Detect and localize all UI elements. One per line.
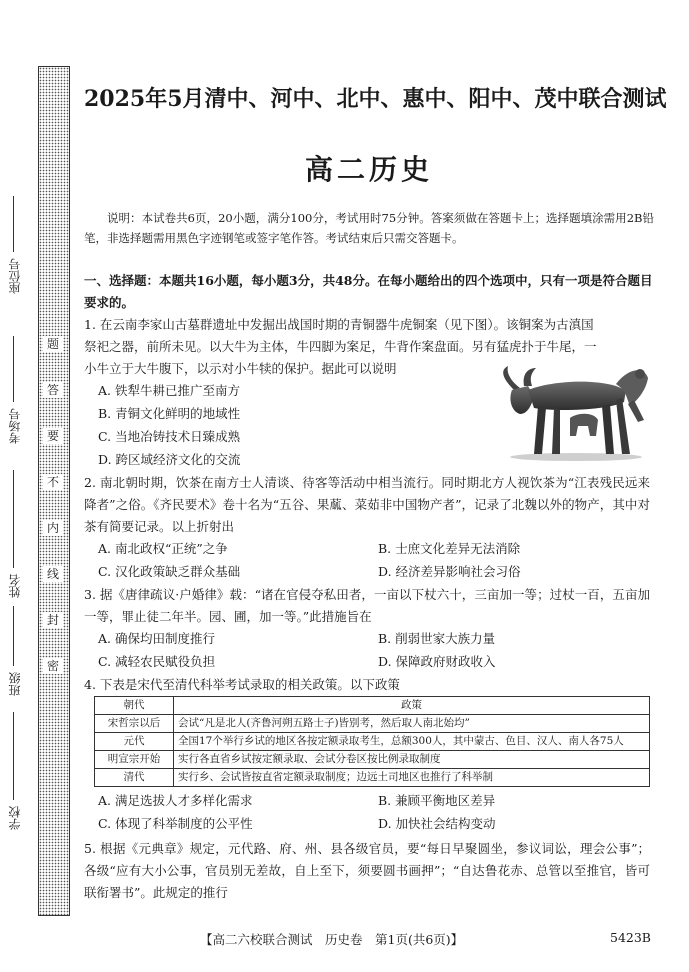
q4-stem: 4. 下表是宋代至清代科举考试录取的相关政策。以下政策 — [84, 677, 400, 692]
table-header-dynasty: 朝代 — [95, 697, 174, 715]
school-field[interactable] — [13, 712, 14, 800]
q1-option-a[interactable]: A. 铁犁牛耕已推广至南方 — [98, 383, 240, 398]
q1-option-d[interactable]: D. 跨区域经济文化的交流 — [98, 452, 241, 467]
table-cell-policy: 全国17个举行乡试的地区各按定额录取考生，总额300人，其中蒙古、色目、汉人、南人各75人 — [174, 733, 650, 751]
name-field[interactable] — [13, 470, 14, 568]
policy-table — [94, 696, 650, 787]
q1-line1: 1. 在云南李家山古墓群遗址中发掘出战国时期的青铜器牛虎铜案（见下图）。该铜案为古滇国 — [84, 317, 594, 332]
subject-title: 高二历史 — [304, 153, 433, 186]
table-cell-policy: 实行各直省乡试按定额录取、会试分卷区按比例录取制度 — [174, 751, 650, 769]
q2-stem: 2. 南北朝时期，饮茶在南方士人清谈、待客等活动中相当流行。同时期北方人视饮茶为“江表残民远来降者”之俗。《齐民要术》卷十名为“五谷、果蓏、菜茹非中国物产者”，记录了北魏以外的物产，其中对茶有简要记录。以上折射出 — [84, 475, 650, 534]
q3-option-b[interactable]: B. 削弱世家大族力量 — [378, 631, 496, 646]
q2-option-d[interactable]: D. 经济差异影响社会习俗 — [378, 564, 521, 579]
q4-option-a[interactable]: A. 满足选拔人才多样化需求 — [98, 793, 253, 808]
table-row — [95, 751, 650, 769]
bronze-ox-tiger-table-image — [498, 360, 650, 462]
class-field[interactable] — [13, 606, 14, 666]
seat-number-field[interactable] — [13, 196, 14, 252]
q1-line2: 祭祀之器，前所未见。以大牛为主体，牛四脚为案足，牛背作案盘面。另有猛虎扑于牛尾，一 — [84, 339, 597, 354]
q3-option-d[interactable]: D. 保障政府财政收入 — [378, 654, 496, 669]
seat-number-label: 座位号 — [8, 258, 22, 294]
seal-char: 内 — [43, 520, 63, 536]
table-cell-policy: 实行乡、会试皆按直省定额录取制度；边远土司地区也推行了科举制 — [174, 769, 650, 787]
exam-room-field[interactable] — [13, 336, 14, 402]
table-header-row — [95, 697, 650, 715]
q3-stem: 3. 据《唐律疏议·户婚律》载：“诸在官侵夺私田者，一亩以下杖六十，三亩加一等；过杖一百，五亩加一等，罪止徒二年半。园、圃，加一等。”此措施旨在 — [84, 587, 650, 624]
q2-option-b[interactable]: B. 士庶文化差异无法消除 — [378, 541, 521, 556]
instructions: 说明：本试卷共6页，20小题，满分100分，考试用时75分钟。答案须做在答题卡上；选择题填涂需用2B铅笔，非选择题需用黑色字迹钢笔或签字笔作答。考试结束后只需交答题卡。 — [84, 211, 654, 245]
table-row — [95, 769, 650, 787]
binding-strip — [38, 66, 70, 916]
table-cell-dynasty: 宋哲宗以后 — [95, 715, 174, 733]
table-header-policy: 政策 — [174, 697, 650, 715]
q3-option-c[interactable]: C. 减轻农民赋役负担 — [98, 654, 216, 669]
q2-option-c[interactable]: C. 汉化政策缺乏群众基础 — [98, 564, 241, 579]
page-footer: 【高二六校联合测试 历史卷 第1页(共6页)】 — [200, 932, 464, 947]
seal-char: 答 — [43, 382, 63, 398]
table-row — [95, 733, 650, 751]
table-cell-dynasty: 清代 — [95, 769, 174, 787]
school-label: 学校 — [8, 806, 22, 830]
q4-option-c[interactable]: C. 体现了科举制度的公平性 — [98, 816, 253, 831]
q1-option-c[interactable]: C. 当地冶铸技术日臻成熟 — [98, 429, 241, 444]
q2-option-a[interactable]: A. 南北政权“正统”之争 — [98, 541, 228, 556]
q5-stem: 5. 根据《元典章》规定，元代路、府、州、县各级官员，要“每日早聚圆坐，参议词讼，理会公事”；各级“应有大小公事，官员别无差故，自上至下，须要圆书画押”；“自达鲁花赤、总管以至推官，皆可联衔署书”。此规定的推行 — [84, 841, 650, 900]
seal-char: 题 — [43, 336, 63, 352]
table-cell-policy: 会试“凡是北人(齐鲁河朔五路士子)皆别考，然后取人南北始均” — [174, 715, 650, 733]
table-row — [95, 715, 650, 733]
seal-char: 密 — [43, 658, 63, 674]
q4-option-d[interactable]: D. 加快社会结构变动 — [378, 816, 496, 831]
seal-char: 封 — [43, 612, 63, 628]
q4-option-b[interactable]: B. 兼顾平衡地区差异 — [378, 793, 496, 808]
seal-char: 不 — [43, 474, 63, 490]
q1-line3: 小牛立于大牛腹下，以示对小牛犊的保护。据此可以说明 — [84, 361, 397, 376]
exam-title: 2025年5月清中、河中、北中、惠中、阳中、茂中联合测试 — [84, 86, 667, 112]
exam-room-label: 考场号 — [8, 408, 22, 444]
q3-option-a[interactable]: A. 确保均田制度推行 — [98, 631, 215, 646]
name-label: 姓名 — [8, 574, 22, 598]
table-cell-dynasty: 明宣宗开始 — [95, 751, 174, 769]
class-label: 班级 — [8, 672, 22, 696]
table-cell-dynasty: 元代 — [95, 733, 174, 751]
paper-code: 5423B — [610, 930, 651, 945]
seal-char: 线 — [43, 566, 63, 582]
q1-option-b[interactable]: B. 青铜文化鲜明的地域性 — [98, 406, 241, 421]
section-heading: 一、选择题：本题共16小题，每小题3分，共48分。在每小题给出的四个选项中，只有一项是符合题目要求的。 — [84, 273, 653, 310]
seal-char: 要 — [43, 428, 63, 444]
